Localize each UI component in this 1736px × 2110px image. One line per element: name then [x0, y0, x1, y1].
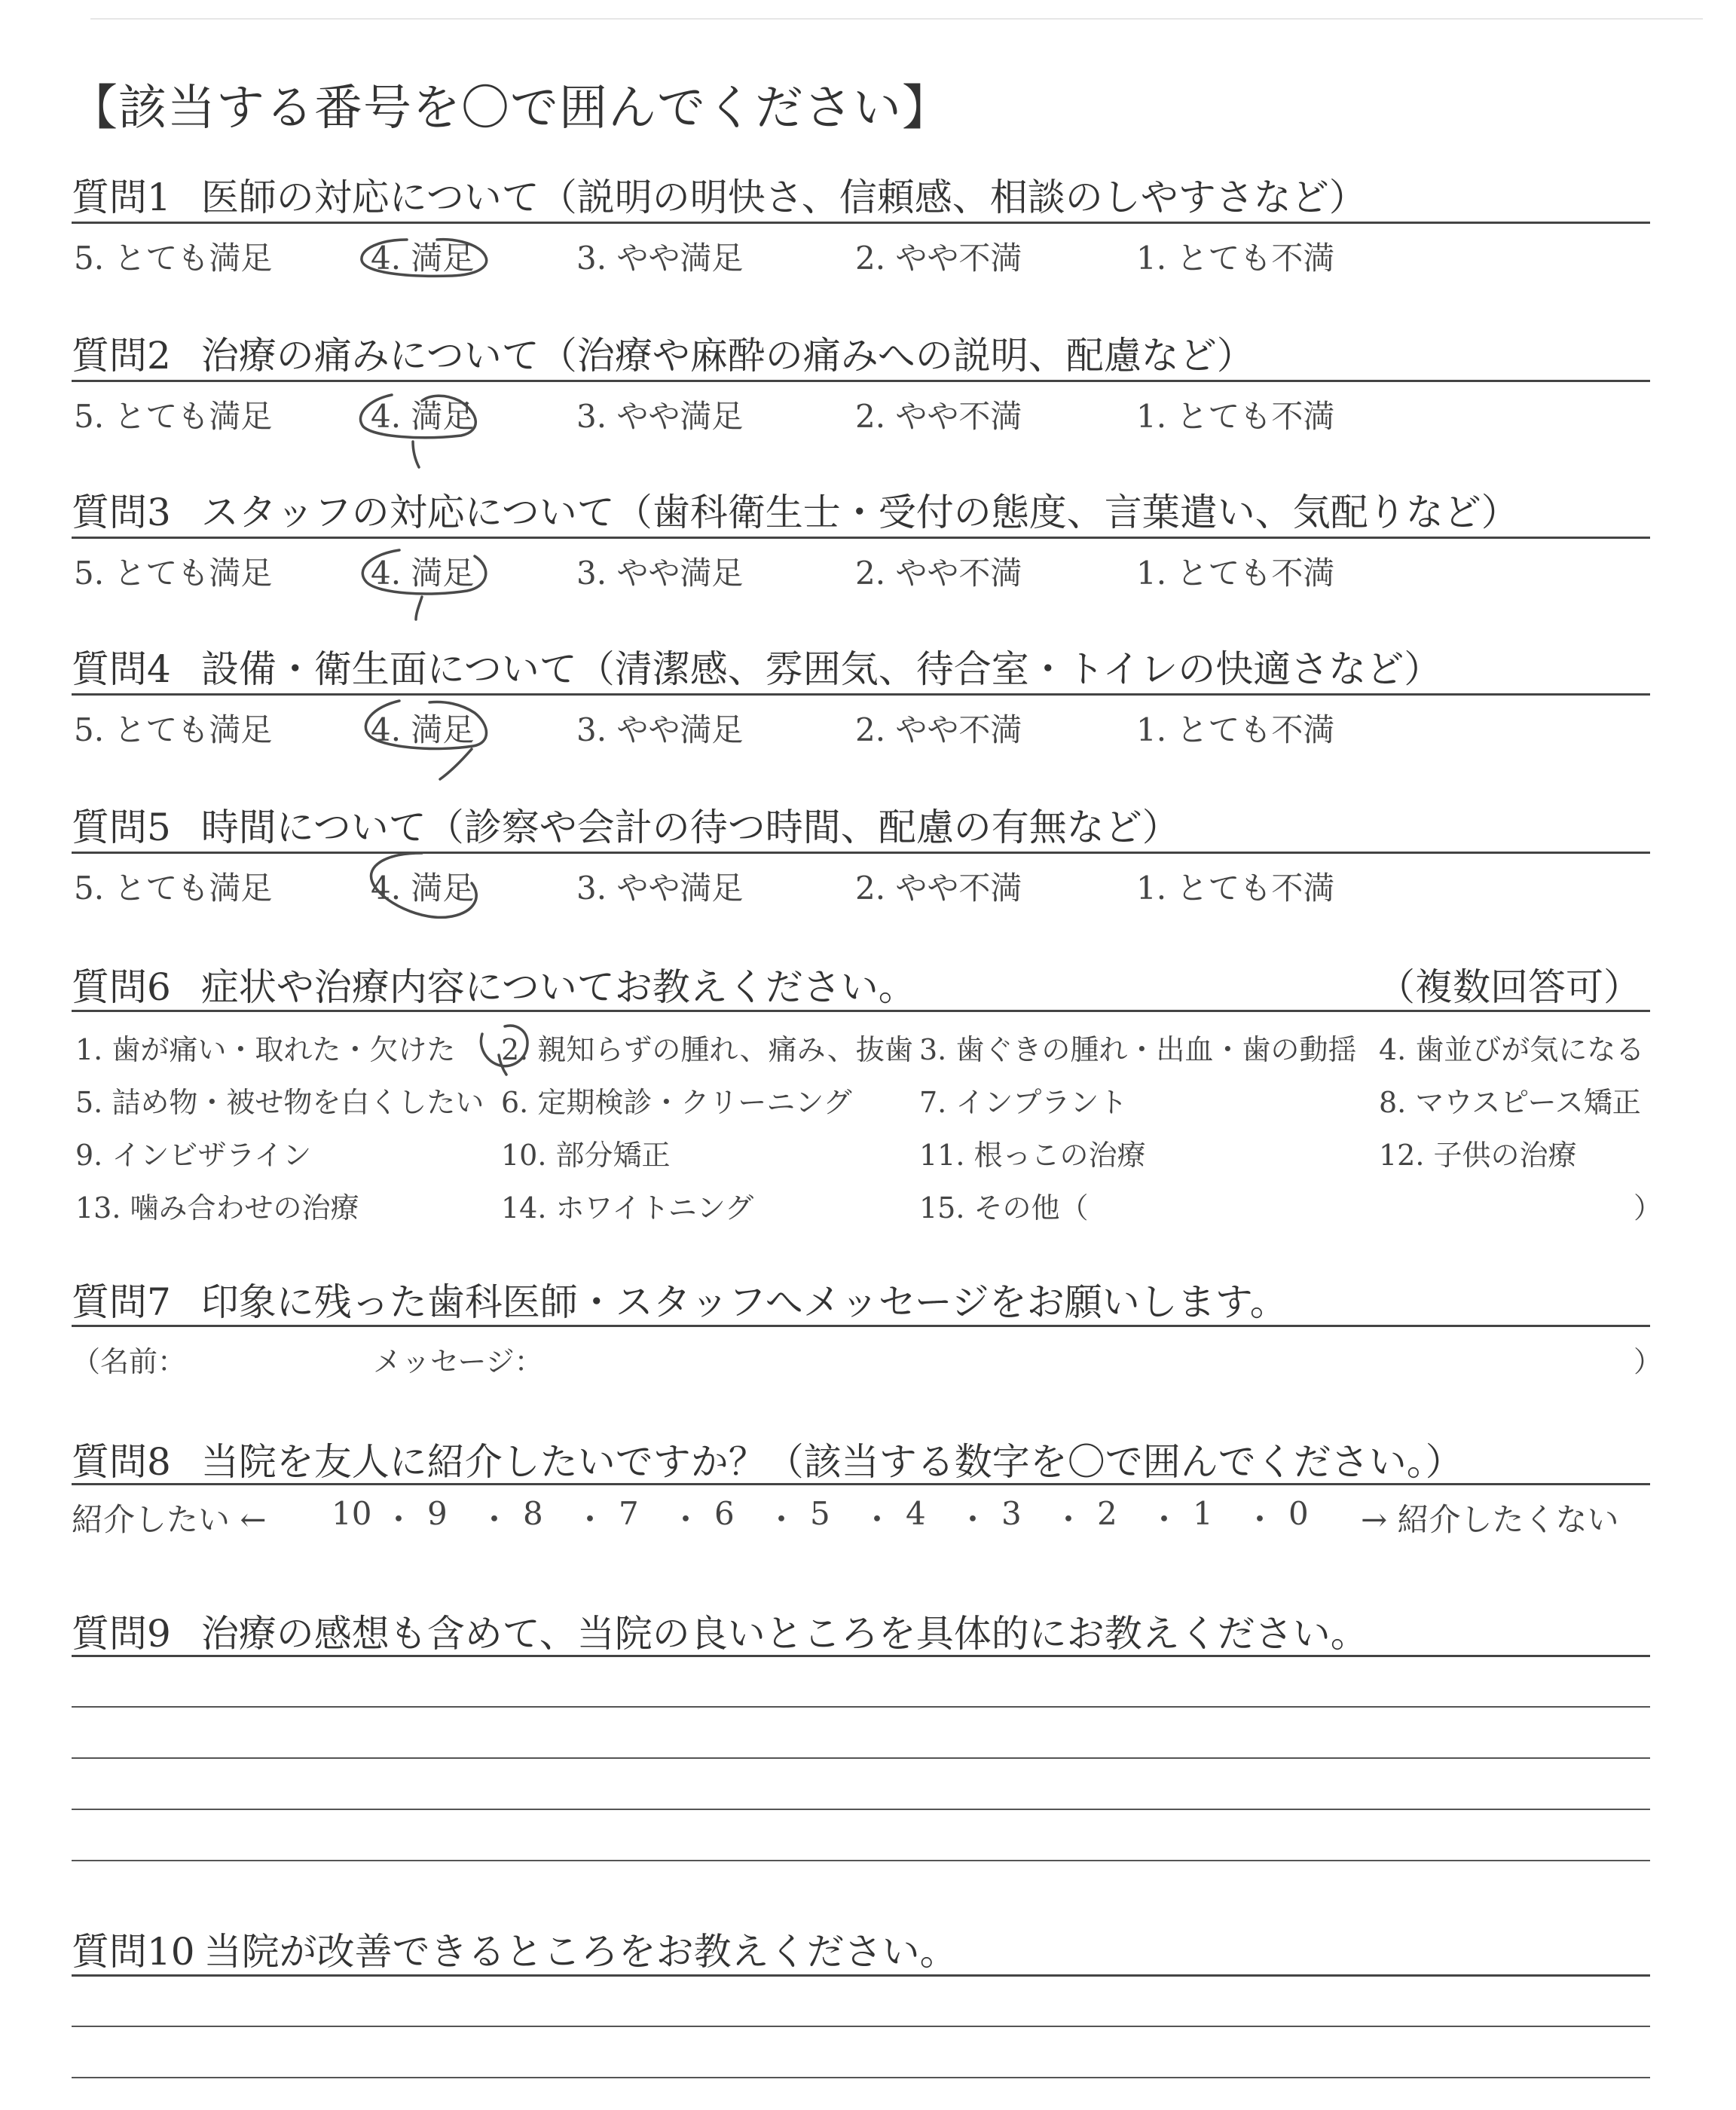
question-7-label: 質問7: [72, 1280, 171, 1324]
q8-separator: ・: [478, 1501, 511, 1538]
q5-option-4[interactable]: 4. 満足: [371, 870, 475, 907]
q6-option-1[interactable]: 1. 歯が痛い・取れた・欠けた: [75, 1033, 456, 1066]
q1-option-4[interactable]: 4. 満足: [371, 240, 475, 277]
q6-other-close: ）: [1634, 1191, 1663, 1225]
q8-score-5[interactable]: 5: [810, 1495, 830, 1532]
question-6-note: （複数回答可）: [1377, 965, 1641, 1009]
q3-option-5[interactable]: 5. とても満足: [74, 555, 273, 592]
q2-option-4[interactable]: 4. 満足: [371, 398, 475, 435]
q6-option-7[interactable]: 7. インプラント: [919, 1086, 1128, 1119]
q1-answer-circle: [362, 240, 487, 277]
q8-score-2[interactable]: 2: [1097, 1495, 1117, 1532]
q8-separator: ・: [670, 1501, 702, 1538]
question-1-text: 医師の対応について（説明の明快さ、信頼感、相談のしやすさなど）: [200, 176, 1367, 219]
question-8-label: 質問8: [72, 1440, 171, 1484]
q2-option-2[interactable]: 2. やや不満: [855, 398, 1022, 435]
q3-option-1[interactable]: 1. とても不満: [1136, 555, 1335, 592]
q4-option-5[interactable]: 5. とても満足: [74, 711, 273, 748]
question-10-label: 質問10: [72, 1930, 195, 1974]
q8-score-1[interactable]: 1: [1193, 1495, 1213, 1532]
q6-option-5[interactable]: 5. 詰め物・被せ物を白くしたい: [75, 1086, 484, 1119]
q2-option-3[interactable]: 3. やや満足: [576, 398, 744, 435]
q6-option-13[interactable]: 13. 噛み合わせの治療: [75, 1191, 359, 1225]
q8-separator: ・: [1053, 1501, 1085, 1538]
q1-option-2[interactable]: 2. やや不満: [855, 240, 1022, 277]
q3-option-2[interactable]: 2. やや不満: [855, 555, 1022, 592]
q8-separator: ・: [383, 1501, 415, 1538]
question-1-label: 質問1: [72, 176, 171, 219]
q5-option-1[interactable]: 1. とても不満: [1136, 870, 1335, 907]
q8-left-label: 紹介したい ←: [72, 1501, 267, 1538]
q1-option-1[interactable]: 1. とても不満: [1136, 240, 1335, 277]
q5-answer-circle: [371, 853, 476, 917]
q8-separator: ・: [957, 1501, 989, 1538]
q8-score-9[interactable]: 9: [427, 1495, 448, 1532]
q6-option-12[interactable]: 12. 子供の治療: [1379, 1139, 1577, 1172]
q3-answer-circle: [362, 550, 485, 619]
question-5-label: 質問5: [72, 806, 171, 849]
question-4-label: 質問4: [72, 647, 171, 691]
q4-option-1[interactable]: 1. とても不満: [1136, 711, 1335, 748]
q5-option-3[interactable]: 3. やや満足: [576, 870, 744, 907]
question-9-label: 質問9: [72, 1612, 171, 1656]
q4-option-2[interactable]: 2. やや不満: [855, 711, 1022, 748]
q8-score-6[interactable]: 6: [714, 1495, 735, 1532]
q2-option-1[interactable]: 1. とても不満: [1136, 398, 1335, 435]
form-title: 【該当する番号を〇で囲んでください】: [69, 81, 951, 136]
question-2-text: 治療の痛みについて（治療や麻酔の痛みへの説明、配慮など）: [200, 334, 1255, 378]
q4-option-3[interactable]: 3. やや満足: [576, 711, 744, 748]
q8-score-4[interactable]: 4: [906, 1495, 926, 1532]
question-6-text: 症状や治療内容についてお教えください。: [200, 965, 916, 1009]
q2-answer-circle: [360, 395, 475, 467]
q6-option-2[interactable]: 2. 親知らずの腫れ、痛み、抜歯: [501, 1033, 913, 1066]
q8-separator: ・: [1244, 1501, 1276, 1538]
q8-right-label: → 紹介したくない: [1361, 1501, 1619, 1538]
q2-option-5[interactable]: 5. とても満足: [74, 398, 273, 435]
q3-option-3[interactable]: 3. やや満足: [576, 555, 744, 592]
question-8-text: 当院を友人に紹介したいですか？（該当する数字を〇で囲んでください。）: [200, 1440, 1463, 1484]
question-3-label: 質問3: [72, 491, 171, 534]
q8-score-0[interactable]: 0: [1288, 1495, 1309, 1532]
q6-option-15[interactable]: 15. その他（: [919, 1191, 1089, 1225]
q8-score-3[interactable]: 3: [1001, 1495, 1022, 1532]
q3-option-4[interactable]: 4. 満足: [371, 555, 475, 592]
q8-score-7[interactable]: 7: [619, 1495, 639, 1532]
q6-option-11[interactable]: 11. 根っこの治療: [919, 1139, 1146, 1172]
q5-option-5[interactable]: 5. とても満足: [74, 870, 273, 907]
question-5-text: 時間について（診察や会計の待つ時間、配慮の有無など）: [200, 806, 1180, 849]
q5-option-2[interactable]: 2. やや不満: [855, 870, 1022, 907]
q8-score-8[interactable]: 8: [523, 1495, 543, 1532]
q4-option-4[interactable]: 4. 満足: [371, 711, 475, 748]
q4-answer-circle: [365, 701, 486, 779]
question-10-text: 当院が改善できるところをお教えください。: [203, 1930, 958, 1974]
q6-option-3[interactable]: 3. 歯ぐきの腫れ・出血・歯の動揺: [919, 1033, 1357, 1066]
q6-option-4[interactable]: 4. 歯並びが気になる: [1379, 1033, 1645, 1066]
q7-message-label: メッセージ：: [373, 1345, 543, 1378]
q8-separator: ・: [574, 1501, 607, 1538]
q7-close: ）: [1634, 1345, 1663, 1378]
q8-separator: ・: [1148, 1501, 1181, 1538]
question-7-text: 印象に残った歯科医師・スタッフへメッセージをお願いします。: [200, 1280, 1288, 1324]
question-2-label: 質問2: [72, 334, 171, 378]
q6-option-8[interactable]: 8. マウスピース矯正: [1379, 1086, 1641, 1119]
question-6-label: 質問6: [72, 965, 171, 1009]
q1-option-5[interactable]: 5. とても満足: [74, 240, 273, 277]
q8-separator: ・: [766, 1501, 798, 1538]
question-3-text: スタッフの対応について（歯科衛生士・受付の態度、言葉遣い、気配りなど）: [200, 491, 1519, 534]
q8-separator: ・: [861, 1501, 894, 1538]
question-9-text: 治療の感想も含めて、当院の良いところを具体的にお教えください。: [200, 1612, 1368, 1656]
q6-option-6[interactable]: 6. 定期検診・クリーニング: [501, 1086, 852, 1119]
q1-option-3[interactable]: 3. やや満足: [576, 240, 744, 277]
q6-option-14[interactable]: 14. ホワイトニング: [501, 1191, 754, 1225]
q8-score-10[interactable]: 10: [332, 1495, 372, 1532]
q6-option-10[interactable]: 10. 部分矯正: [501, 1139, 671, 1172]
q7-name-label: （名前：: [72, 1345, 187, 1378]
q6-option-9[interactable]: 9. インビザライン: [75, 1139, 312, 1172]
question-4-text: 設備・衛生面について（清潔感、雰囲気、待合室・トイレの快適さなど）: [200, 647, 1442, 691]
q6-option-2-circle: [481, 1026, 527, 1075]
